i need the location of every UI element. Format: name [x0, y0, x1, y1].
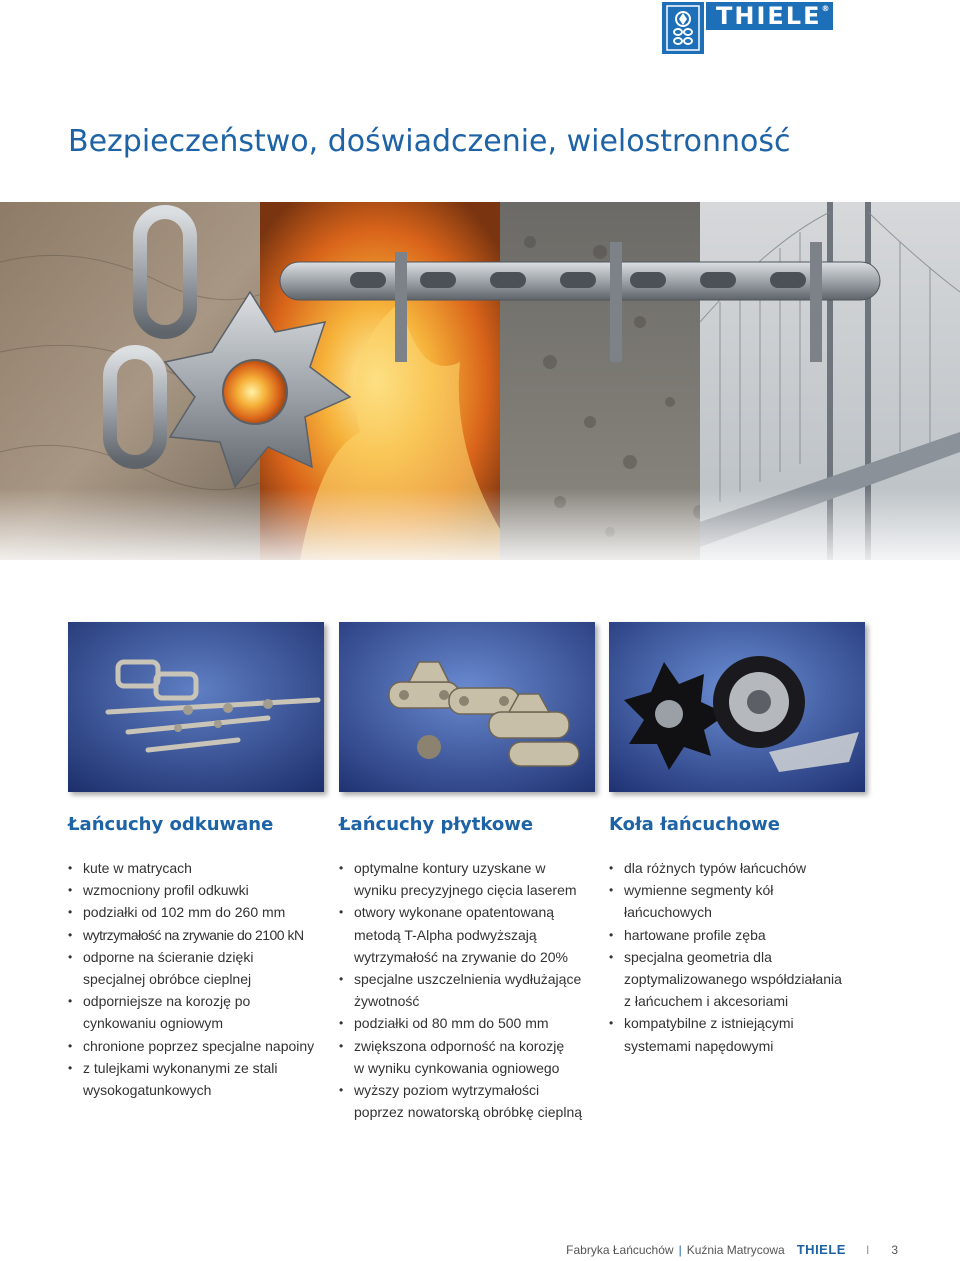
column-heading: Koła łańcuchowe [609, 814, 780, 835]
list-item: • optymalne kontury uzyskane w [339, 857, 609, 879]
list-item: • podziałki od 102 mm do 260 mm [68, 901, 338, 923]
column-sprocket-wheels [609, 814, 879, 1057]
feature-list [68, 857, 338, 1101]
footer-separator: | [678, 1242, 682, 1257]
list-item: wytrzymałość na zrywanie do 20% [354, 948, 568, 965]
list-item: • wytrzymałość na zrywanie do 2100 kN [68, 924, 338, 946]
list-item: wyniku precyzyjnego cięcia laserem [354, 882, 577, 899]
list-item: w wyniku cynkowania ogniowego [354, 1059, 560, 1076]
feature-list [339, 857, 609, 1123]
column-plate-chains [339, 814, 609, 1123]
list-item: metodą T-Alpha podwyższają [354, 926, 537, 943]
list-item: systemami napędowymi [624, 1037, 774, 1054]
list-item: łańcuchowych [624, 904, 712, 921]
page-title: Bezpieczeństwo, doświadczenie, wielostronność [68, 124, 791, 159]
list-item: cynkowaniu ogniowym [83, 1015, 224, 1032]
list-item: specjalnej obróbce cieplnej [83, 971, 252, 988]
list-item: • hartowane profile zęba [609, 924, 879, 946]
list-item: • specjalna geometria dla [609, 946, 879, 968]
list-item: • wyższy poziom wytrzymałości [339, 1079, 609, 1101]
footer-divider: I [865, 1242, 870, 1257]
brand-logo [662, 2, 833, 54]
registered-mark: ® [821, 4, 832, 13]
list-item: • odporne na ścieranie dzięki [68, 946, 338, 968]
column-heading: Łańcuchy odkuwane [68, 814, 274, 835]
plate-chain-photo [339, 622, 595, 792]
list-item: • specjalne uszczelnienia wydłużające [339, 968, 609, 990]
knight-emblem-icon [662, 2, 704, 54]
list-item: żywotność [354, 993, 420, 1010]
list-item: wysokogatunkowych [83, 1082, 212, 1099]
list-item: • odporniejsze na korozję po [68, 990, 338, 1012]
list-item: poprzez nowatorską obróbkę cieplną [354, 1104, 583, 1121]
list-item: • wymienne segmenty kół [609, 879, 879, 901]
list-item: • kute w matrycach [68, 857, 338, 879]
list-item: z łańcuchem i akcesoriami [624, 993, 789, 1010]
footer-subtitle: Kuźnia Matrycowa [686, 1242, 785, 1257]
page-footer [566, 1242, 898, 1257]
list-item: • zwiększona odporność na korozję [339, 1035, 609, 1057]
column-forged-chains [68, 814, 338, 1101]
footer-brand: THIELE [796, 1242, 846, 1257]
list-item: • otwory wykonane opatentowaną [339, 901, 609, 923]
list-item: • podziałki od 80 mm do 500 mm [339, 1012, 609, 1034]
brand-wordmark [706, 2, 833, 30]
brand-name: THIELE [716, 2, 822, 30]
list-item: • dla różnych typów łańcuchów [609, 857, 879, 879]
list-item: • kompatybilne z istniejącymi [609, 1012, 879, 1034]
list-item: • z tulejkami wykonanymi ze stali [68, 1057, 338, 1079]
sprocket-wheel-photo [609, 622, 865, 792]
list-item: • chronione poprzez specjalne napoiny [68, 1035, 338, 1057]
forged-chain-photo [68, 622, 324, 792]
footer-company: Fabryka Łańcuchów [566, 1242, 674, 1257]
list-item: zoptymalizowanego współdziałania [624, 971, 842, 988]
page-number: 3 [891, 1242, 898, 1257]
feature-list [609, 857, 879, 1057]
hero-collage-image [0, 202, 960, 560]
column-heading: Łańcuchy płytkowe [339, 814, 534, 835]
list-item: • wzmocniony profil odkuwki [68, 879, 338, 901]
